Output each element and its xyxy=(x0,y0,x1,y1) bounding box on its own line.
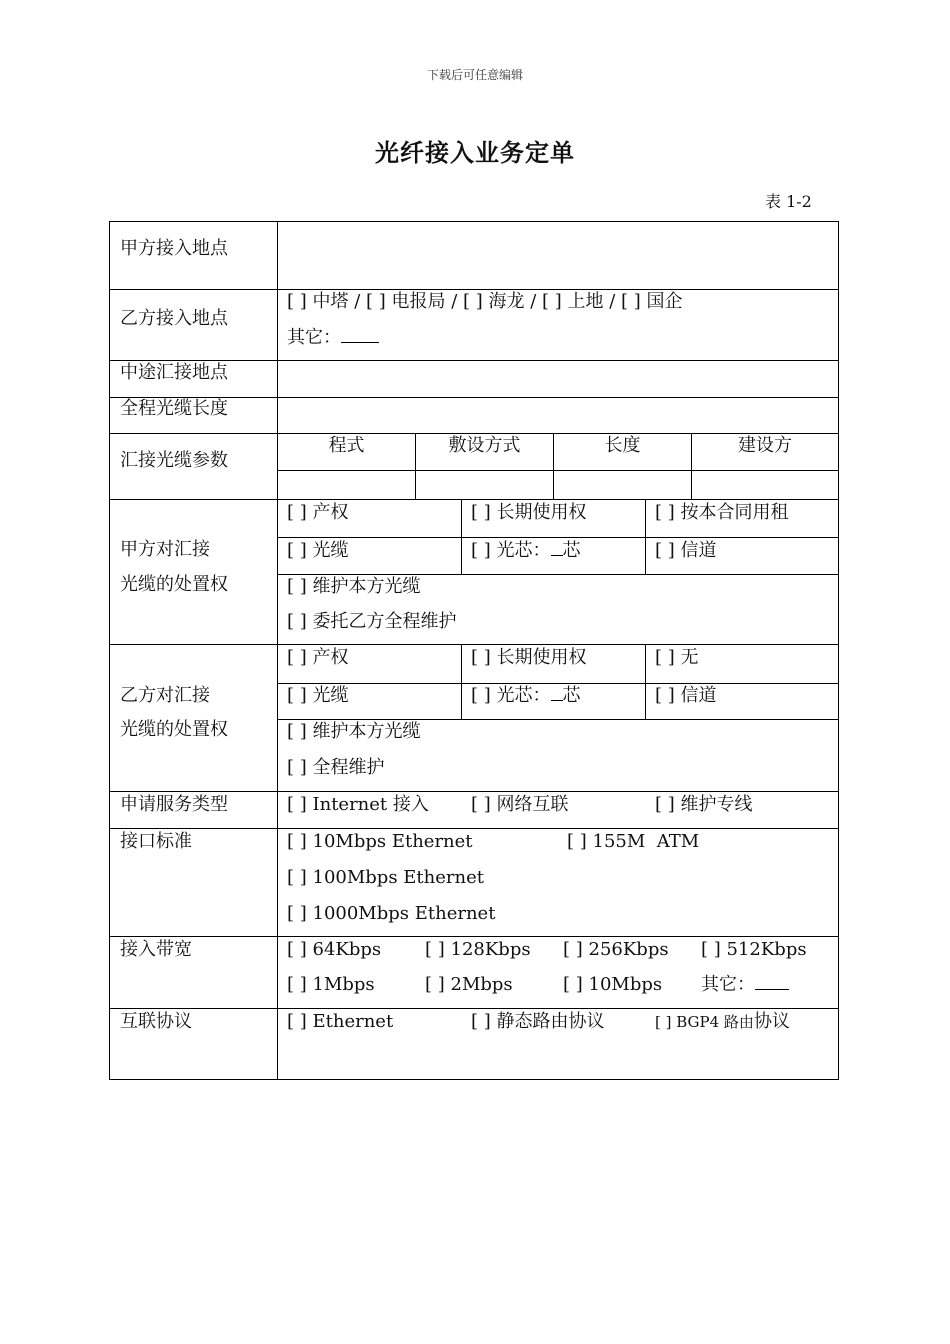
a-opt-maint-own[interactable]: [ ] 维护本方光缆 xyxy=(287,576,421,597)
interface-label: 接口标准 xyxy=(120,831,192,852)
party-b-site-options[interactable]: [ ] 中塔 / [ ] 电报局 / [ ] 海龙 / [ ] 上地 / [ ] 国企 xyxy=(287,291,683,312)
protocol-label: 互联协议 xyxy=(120,1011,192,1032)
a-opt-property[interactable]: [ ] 产权 xyxy=(287,502,349,523)
b-opt-property[interactable]: [ ] 产权 xyxy=(287,647,349,668)
party-a-site-field[interactable] xyxy=(284,237,834,277)
col-border xyxy=(109,221,110,1080)
bw-opt-128k[interactable]: [ ] 128Kbps xyxy=(425,939,531,960)
row-border xyxy=(109,936,839,937)
interface-opt-1000m[interactable]: [ ] 1000Mbps Ethernet xyxy=(287,903,496,924)
row-border xyxy=(109,828,839,829)
party-b-other-label: 其它： xyxy=(287,327,341,348)
bgp4-prefix: [ ] BGP4 路由 xyxy=(655,1013,754,1031)
interface-opt-10m[interactable]: [ ] 10Mbps Ethernet xyxy=(287,831,473,852)
a-opt-channel[interactable]: [ ] 信道 xyxy=(655,540,717,561)
blank-underline[interactable] xyxy=(341,326,379,343)
col-border xyxy=(645,499,646,574)
midway-site-label: 中途汇接地点 xyxy=(120,362,228,383)
service-opt-internet[interactable]: [ ] Internet 接入 xyxy=(287,794,429,815)
header-note: 下载后可任意编辑 xyxy=(426,68,523,82)
bw-opt-1m[interactable]: [ ] 1Mbps xyxy=(287,974,375,995)
blank-underline[interactable] xyxy=(755,973,789,990)
b-opt-none[interactable]: [ ] 无 xyxy=(655,647,699,668)
a-opt-contract[interactable]: [ ] 按本合同用租 xyxy=(655,502,789,523)
row-border xyxy=(109,1079,839,1080)
b-core-label: [ ] 光芯： xyxy=(471,685,551,706)
bw-opt-2m[interactable]: [ ] 2Mbps xyxy=(425,974,513,995)
row-border xyxy=(109,644,839,645)
a-opt-cable[interactable]: [ ] 光缆 xyxy=(287,540,349,561)
bw-opt-256k[interactable]: [ ] 256Kbps xyxy=(563,939,669,960)
row-border xyxy=(109,791,839,792)
b-opt-full-maint[interactable]: [ ] 全程维护 xyxy=(287,757,385,778)
row-border xyxy=(277,537,839,538)
param-header-builder: 建设方 xyxy=(738,435,792,456)
blank-underline[interactable] xyxy=(551,684,563,701)
a-opt-core[interactable] xyxy=(471,539,581,563)
b-opt-cable[interactable]: [ ] 光缆 xyxy=(287,685,349,706)
party-b-disposal-label-2: 光缆的处置权 xyxy=(120,719,228,740)
bw-opt-other[interactable] xyxy=(701,973,789,997)
total-length-label: 全程光缆长度 xyxy=(120,398,228,419)
b-opt-longterm[interactable]: [ ] 长期使用权 xyxy=(471,647,587,668)
table-number: 表 1-2 xyxy=(765,192,812,211)
proto-opt-static[interactable]: [ ] 静态路由协议 xyxy=(471,1011,605,1032)
order-form-table xyxy=(109,221,839,1080)
blank-underline[interactable] xyxy=(551,539,563,556)
bandwidth-label: 接入带宽 xyxy=(120,939,192,960)
col-border xyxy=(645,644,646,719)
b-opt-core[interactable] xyxy=(471,684,581,708)
party-a-disposal-label-1: 甲方对汇接 xyxy=(120,539,210,560)
party-b-site-label: 乙方接入地点 xyxy=(120,308,228,329)
col-border xyxy=(461,644,462,719)
row-border xyxy=(109,499,839,500)
interface-opt-100m[interactable]: [ ] 100Mbps Ethernet xyxy=(287,867,484,888)
param-header-length: 长度 xyxy=(604,435,641,456)
bw-opt-64k[interactable]: [ ] 64Kbps xyxy=(287,939,382,960)
party-a-disposal-label-2: 光缆的处置权 xyxy=(120,574,228,595)
b-opt-channel[interactable]: [ ] 信道 xyxy=(655,685,717,706)
b-core-unit: 芯 xyxy=(562,685,581,706)
interface-opt-155m[interactable]: [ ] 155M ATM xyxy=(567,831,700,852)
proto-opt-ethernet[interactable]: [ ] Ethernet xyxy=(287,1011,394,1032)
a-opt-longterm[interactable]: [ ] 长期使用权 xyxy=(471,502,587,523)
row-border xyxy=(109,1008,839,1009)
bw-other-label: 其它： xyxy=(701,974,755,995)
row-border xyxy=(109,221,839,222)
a-core-unit: 芯 xyxy=(562,540,581,561)
party-a-site-label: 甲方接入地点 xyxy=(120,238,228,259)
bw-opt-10m[interactable]: [ ] 10Mbps xyxy=(563,974,663,995)
service-type-label: 申请服务类型 xyxy=(120,794,228,815)
col-border xyxy=(838,221,839,1080)
party-b-site-other[interactable] xyxy=(287,326,379,350)
page-title: 光纤接入业务定单 xyxy=(375,139,575,167)
col-border xyxy=(461,499,462,574)
col-border xyxy=(277,221,278,1080)
a-opt-entrust[interactable]: [ ] 委托乙方全程维护 xyxy=(287,611,457,632)
param-header-type: 程式 xyxy=(328,435,365,456)
param-header-laying: 敷设方式 xyxy=(448,435,521,456)
party-b-disposal-label-1: 乙方对汇接 xyxy=(120,685,210,706)
bw-opt-512k[interactable]: [ ] 512Kbps xyxy=(701,939,807,960)
row-border xyxy=(277,470,839,471)
splice-params-label: 汇接光缆参数 xyxy=(120,450,228,471)
proto-opt-bgp4[interactable] xyxy=(655,1010,790,1034)
service-opt-maint-line[interactable]: [ ] 维护专线 xyxy=(655,794,753,815)
a-core-label: [ ] 光芯： xyxy=(471,540,551,561)
b-opt-maint-own[interactable]: [ ] 维护本方光缆 xyxy=(287,721,421,742)
service-opt-interconnect[interactable]: [ ] 网络互联 xyxy=(471,794,569,815)
bgp4-suffix: 协议 xyxy=(753,1011,790,1032)
